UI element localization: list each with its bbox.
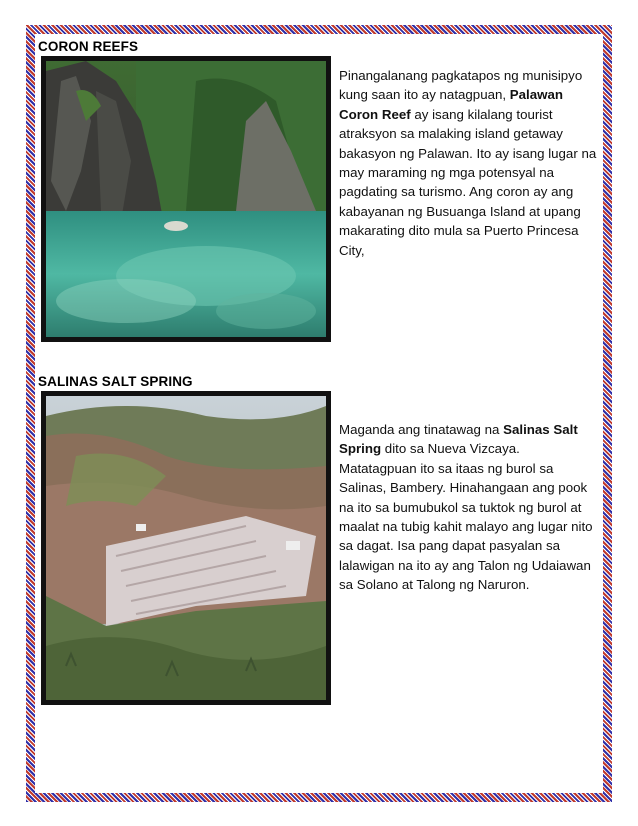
section-heading-coron-reefs: CORON REEFS bbox=[38, 39, 139, 54]
salinas-text-bold: Salinas Salt Spring bbox=[339, 422, 578, 457]
salinas-text-before: Maganda ang tinatawag na bbox=[339, 422, 504, 437]
coron-text-before: Pinangalanang pagkatapos ng munisipyo kung saan ito ay natagpuan, bbox=[339, 68, 583, 103]
salinas-text-after: dito sa Nueva Vizcaya. Matatagpuan ito sa itaas ng burol sa Salinas, Bambery. Hinahangaan ang pook na ito sa bumubukol sa tuktok ng burol at maalat na tubig kahit malayo ang lugar nito sa dagat. Isa pang dapat pasyalan sa lalawigan na ito ay ang Talon ng Udaiawan sa Solano at Talong ng Naruron. bbox=[339, 441, 593, 593]
salinas-salt-spring-photo bbox=[41, 391, 331, 705]
coron-lagoon-image bbox=[46, 61, 326, 337]
section-heading-salinas-salt-spring: SALINAS SALT SPRING bbox=[38, 374, 193, 389]
salt-spring-hillside-image bbox=[46, 396, 326, 700]
coron-reefs-photo bbox=[41, 56, 331, 342]
salinas-salt-spring-description bbox=[339, 420, 601, 595]
coron-text-after: ay isang kilalang tourist atraksyon sa malaking island getaway bakasyon ng Palawan. Ito ay isang lugar na may maraming ng mga potensyal na pagdating sa turismo. Ang coron ay ang kabayanan ng Busuanga Island at upang makarating dito mula sa Puerto Princesa City, bbox=[339, 106, 597, 258]
coron-reefs-description bbox=[339, 66, 601, 260]
coron-text-bold: Palawan Coron Reef bbox=[339, 87, 563, 122]
